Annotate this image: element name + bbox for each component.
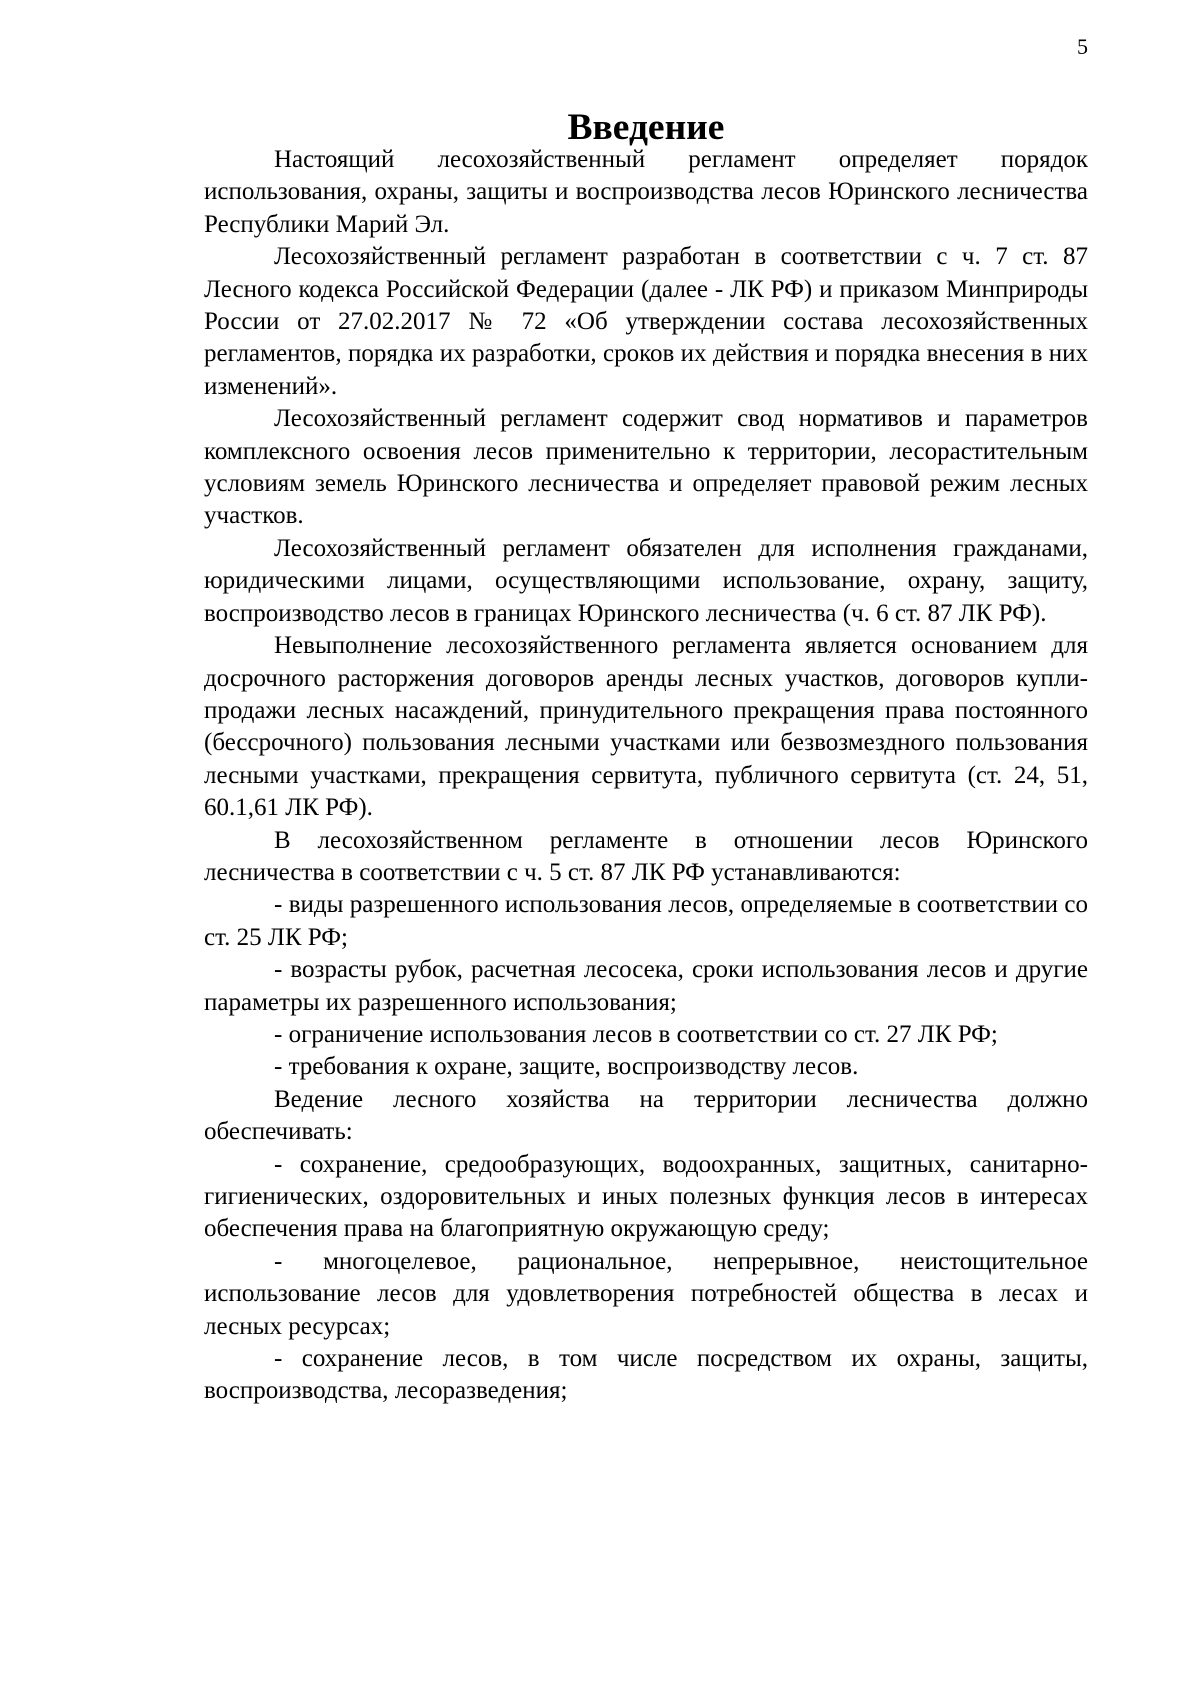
document-body [204,107,1088,1408]
list-item: - многоцелевое, рациональное, непрерывное, неистощительное использование лесов для удовлетворения потребностей общества в лесах и лесных ресурсах; [204,1247,1088,1340]
section-heading: Введение [567,107,725,148]
paragraph-non-compliance: Невыполнение лесохозяйственного регламента является основанием для досрочного расторжения договоров аренды лесных участков, договоров купли-продажи лесных насаждений, принудительного прекращения права постоянного (бессрочного) пользования лесными участками или безвозмездного пользования лесными участками, прекращения сервитута, публичного сервитута (ст. 24, 51, 60.1,61 ЛК РФ). [204,632,1088,822]
paragraph-purpose: Настоящий лесохозяйственный регламент определяет порядок использования, охраны, защиты и воспроизводства лесов Юринского лесничества Республики Марий Эл. [204,146,1088,238]
list-item: - возрасты рубок, расчетная лесосека, сроки использования лесов и другие параметры их разрешенного использования; [204,956,1088,1016]
paragraph-management-goals: Ведение лесного хозяйства на территории лесничества должно обеспечивать: [204,1085,1088,1146]
list-item: - ограничение использования лесов в соответствии со ст. 27 ЛК РФ; [274,1020,998,1048]
list-item: - сохранение лесов, в том числе посредством их охраны, защиты, воспроизводства, лесоразведения; [204,1345,1088,1405]
list-item: - виды разрешенного использования лесов, определяемые в соответствии со ст. 25 ЛК РФ; [204,891,1088,951]
paragraph-obligation: Лесохозяйственный регламент обязателен для исполнения гражданами, юридическими лицами, осуществляющими использование, охрану, защиту, воспроизводство лесов в границах Юринского лесничества (ч. 6 ст. 87 ЛК РФ). [204,534,1088,627]
list-item: - требования к охране, защите, воспроизводству лесов. [274,1053,859,1081]
paragraph-established-items: В лесохозяйственном регламенте в отношении лесов Юринского лесничества в соответствии с ч. 5 ст. 87 ЛК РФ устанавливаются: [204,826,1088,886]
page-number: 5 [1077,34,1088,59]
paragraph-contents: Лесохозяйственный регламент содержит свод нормативов и параметров комплексного освоения лесов применительно к территории, лесорастительным условиям земель Юринского лесничества и определяет правовой режим лесных участков. [204,405,1088,530]
paragraph-legal-basis: Лесохозяйственный регламент разработан в соответствии с ч. 7 ст. 87 Лесного кодекса Российской Федерации (далее - ЛК РФ) и приказом Минприроды России от 27.02.2017 № 72 «Об утверждении состава лесохозяйственных регламентов, порядка их разработки, сроков их действия и порядка внесения в них изменений». [204,243,1088,400]
list-item: - сохранение, средообразующих, водоохранных, защитных, санитарно-гигиенических, оздоровительных и иных полезных функция лесов в интересах обеспечения права на благоприятную окружающую среду; [204,1150,1088,1243]
